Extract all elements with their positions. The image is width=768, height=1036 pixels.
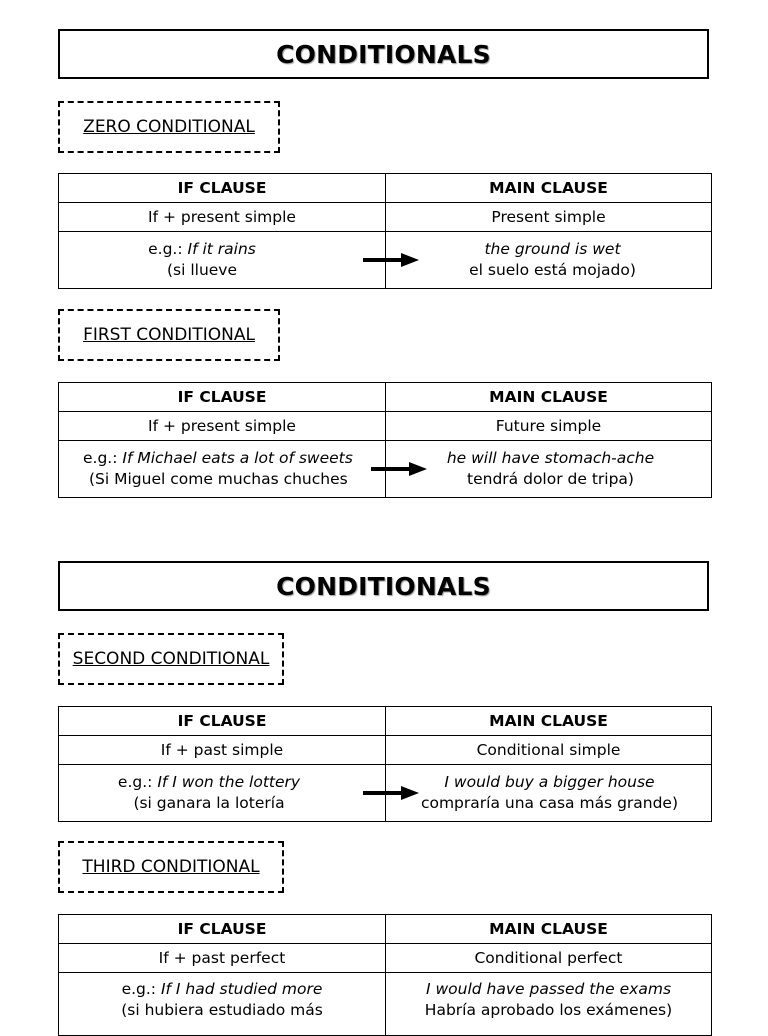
page-title-box — [58, 29, 709, 79]
conditional-table-third — [58, 914, 712, 1036]
header-if-clause: IF CLAUSE — [59, 174, 386, 203]
example-main-english: the ground is wet — [484, 240, 621, 258]
example-if-spanish: (si ganara la lotería — [133, 794, 285, 812]
formula-if: If + present simple — [59, 203, 386, 232]
example-if-english: If it rains — [187, 240, 256, 258]
example-if-english: If I won the lottery — [157, 773, 301, 791]
section-label-text: SECOND CONDITIONAL — [72, 649, 270, 669]
header-main-clause: MAIN CLAUSE — [386, 383, 712, 412]
example-main-english: he will have stomach-ache — [446, 449, 655, 467]
header-if-clause: IF CLAUSE — [59, 707, 386, 736]
formula-main: Future simple — [386, 412, 712, 441]
example-if-cell — [59, 441, 386, 498]
example-if-spanish: (Si Miguel come muchas chuches — [89, 470, 348, 488]
example-if-spanish: (si llueve — [166, 261, 238, 279]
header-main-clause: MAIN CLAUSE — [386, 915, 712, 944]
page-title: CONDITIONALS — [276, 39, 491, 69]
arrow-right-icon — [363, 785, 419, 801]
header-if-clause: IF CLAUSE — [59, 383, 386, 412]
example-if-cell — [59, 765, 386, 822]
conditional-table-first — [58, 382, 712, 498]
example-prefix: e.g.: — [121, 980, 161, 998]
section-label-zero — [58, 101, 280, 153]
formula-main: Conditional perfect — [386, 944, 712, 973]
example-main-cell — [386, 765, 712, 822]
section-label-first — [58, 309, 280, 361]
formula-if: If + past simple — [59, 736, 386, 765]
formula-main: Conditional simple — [386, 736, 712, 765]
example-main-cell — [386, 973, 712, 1036]
example-main-english: I would buy a bigger house — [444, 773, 655, 791]
header-if-clause: IF CLAUSE — [59, 915, 386, 944]
example-main-cell — [386, 232, 712, 289]
example-prefix: e.g.: — [83, 449, 123, 467]
formula-if: If + present simple — [59, 412, 386, 441]
example-if-spanish: (si hubiera estudiado más — [121, 1001, 323, 1019]
page-title-box — [58, 561, 709, 611]
example-if-english: If Michael eats a lot of sweets — [122, 449, 353, 467]
example-main-english: I would have passed the exams — [425, 980, 672, 998]
example-main-spanish: tendrá dolor de tripa) — [467, 470, 634, 488]
formula-if: If + past perfect — [59, 944, 386, 973]
section-label-third — [58, 841, 284, 893]
conditional-table-second — [58, 706, 712, 822]
example-prefix: e.g.: — [117, 773, 158, 791]
example-main-cell — [386, 441, 712, 498]
arrow-right-icon — [371, 461, 427, 477]
page-title: CONDITIONALS — [276, 571, 491, 601]
section-label-text: FIRST CONDITIONAL — [83, 325, 255, 345]
example-main-spanish: Habría aprobado los exámenes) — [424, 1001, 673, 1019]
example-prefix: e.g.: — [148, 240, 188, 258]
header-main-clause: MAIN CLAUSE — [386, 707, 712, 736]
example-if-english: If I had studied more — [160, 980, 323, 998]
section-label-second — [58, 633, 284, 685]
formula-main: Present simple — [386, 203, 712, 232]
example-main-spanish: compraría una casa más grande) — [420, 794, 679, 812]
example-if-cell — [59, 232, 386, 289]
arrow-right-icon — [363, 252, 419, 268]
section-label-text: ZERO CONDITIONAL — [83, 117, 255, 137]
header-main-clause: MAIN CLAUSE — [386, 174, 712, 203]
conditional-table-zero — [58, 173, 712, 289]
example-if-cell — [59, 973, 386, 1036]
section-label-text: THIRD CONDITIONAL — [82, 857, 260, 877]
example-main-spanish: el suelo está mojado) — [469, 261, 636, 279]
